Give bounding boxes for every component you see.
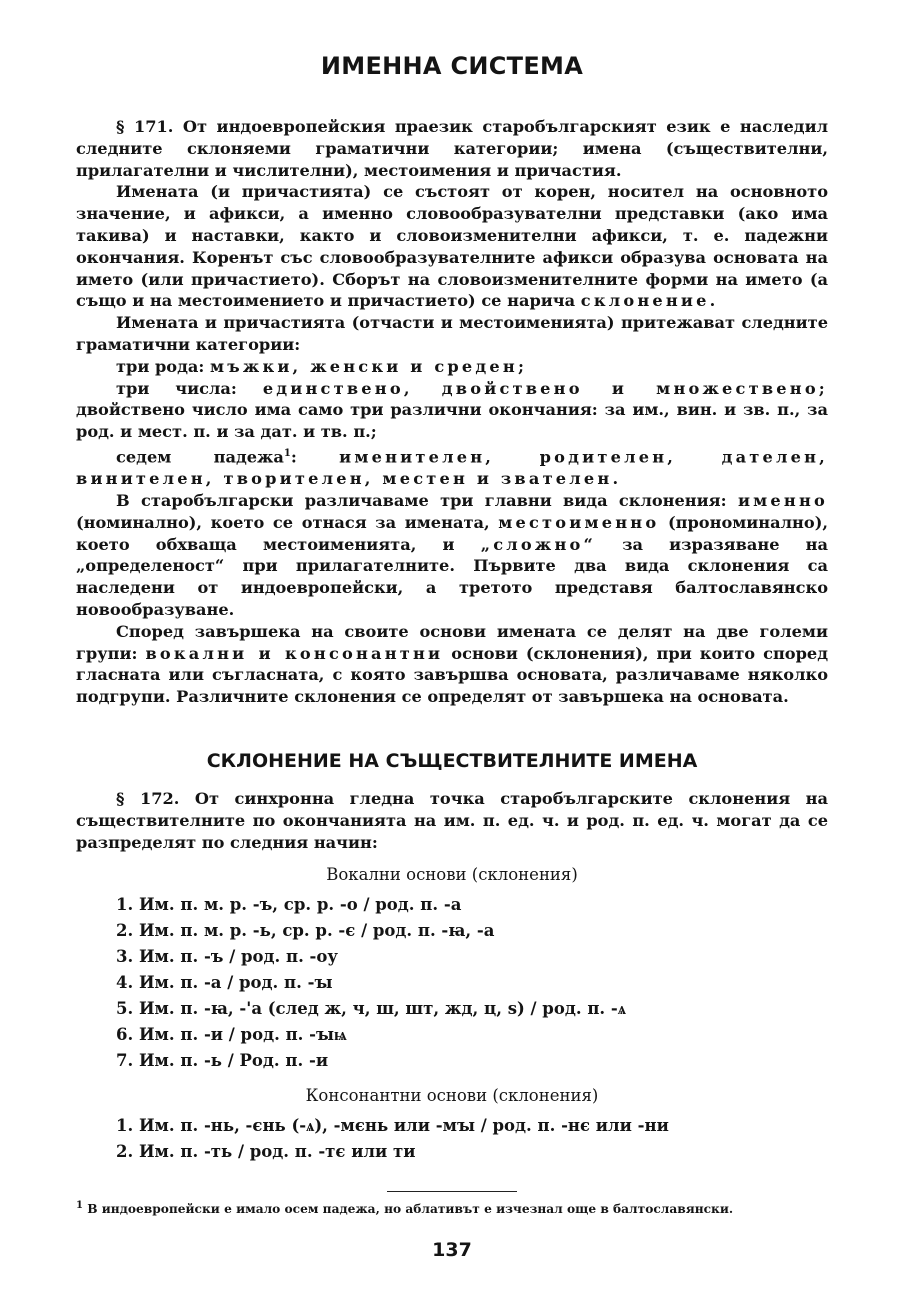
term-list: мъжки, женски и среден;	[210, 356, 528, 376]
label: три рода:	[116, 356, 205, 376]
colon: :	[290, 447, 297, 467]
paragraph-171-categories: Имената и причастията (отчасти и местоименията) притежават следните граматични категории:	[76, 313, 828, 354]
footnote	[76, 1198, 828, 1217]
paragraph-171-types	[76, 490, 828, 621]
text: за изразяване на „определеност“ при прилагателните. Първите два вида склонения са наследени от индоевропейски, а третото представя балтославянско новообразуване.	[76, 534, 829, 619]
footnote-text: В индоевропейски е имало осем падежа, но аблативът е изчезнал още в балтославянски.	[87, 1202, 734, 1217]
list-item: 6. Им. п. -и / род. п. -ꙑѩ	[116, 1025, 347, 1045]
text: Според завършека на своите основи имената се делят на две големи групи:	[76, 621, 828, 663]
term: местоименно	[498, 512, 660, 532]
section-title: ИМЕННА СИСТЕМА	[320, 52, 584, 80]
text: Имената (и причастията) се състоят от корен, носител на основното значение, и афикси, а именно словообразувателни представки (ако има такива) и наставки, както и словоизменителни афикси, т. е. падежни окончания. Коренът със словообразувателните афикси образува основата на името (или причастието). Сборът на словоизменителните форми на името (а също и на местоимението и причастието) се нарича	[76, 182, 828, 311]
footnote-mark: 1	[76, 1200, 83, 1212]
list-item: 2. Им. п. -ть / род. п. -тє или ти	[116, 1142, 416, 1162]
page-number: 137	[432, 1239, 472, 1262]
category-padezh	[76, 443, 828, 490]
list-item: 4. Им. п. -а / род. п. -ꙑ	[116, 973, 333, 993]
label: седем падежа	[116, 447, 284, 467]
category-chislo	[76, 378, 828, 443]
consonant-stems-heading: Консонантни основи (склонения)	[305, 1086, 599, 1106]
consonant-stems-list	[116, 1113, 828, 1165]
list-item: 2. Им. п. м. р. -ь, ср. р. -є / род. п. -ꙗ, -а	[116, 921, 495, 941]
text: В старобългарски различаваме три главни вида склонения:	[116, 490, 727, 510]
list-item: 5. Им. п. -ꙗ, -'а (след ж, ч, ш, шт, жд, ц, ѕ) / род. п. -ѧ	[116, 999, 626, 1019]
list-item: 7. Им. п. -ь / Род. п. -и	[116, 1051, 329, 1071]
text: основи (склонения), при които според гласната или съгласната, с която завършва основата, различаваме няколко подгрупи. Различните склонения се определят от завършека на основата.	[76, 643, 829, 707]
vocal-stems-list	[116, 892, 828, 1074]
paragraph-171-intro: § 171. От индоевропейския праезик старобългарският език е наследил следните склоняеми граматични категории; имена (съществителни, прилагателни и числителни), местоимения и причастия.	[76, 117, 828, 180]
category-rod	[76, 356, 828, 378]
text: (номинално), което се отнася за имената,	[76, 512, 490, 532]
label: три числа:	[116, 378, 237, 398]
paragraph-171-roots	[76, 181, 828, 312]
text: (прономинално), което обхваща местоименията, и	[76, 512, 828, 554]
subsection-title: СКЛОНЕНИЕ НА СЪЩЕСТВИТЕЛНИТЕ ИМЕНА	[206, 749, 698, 772]
term: именно	[737, 490, 828, 510]
vocal-stems-heading: Вокални основи (склонения)	[326, 865, 578, 885]
term: „сложно“	[480, 534, 596, 554]
list-item: 1. Им. п. м. р. -ъ, ср. р. -о / род. п. -а	[116, 895, 462, 915]
page	[76, 52, 828, 1261]
footnote-ref: 1	[283, 447, 291, 459]
text: двойствено число има само три различни окончания: за им., вин. и зв. п., за род. и мест. п. и за дат. и тв. п.;	[76, 400, 828, 442]
term-sklonenie: склонение.	[580, 291, 719, 311]
list-item: 1. Им. п. -нь, -єнь (-ѧ), -мєнь или -мꙑ / род. п. -нє или -ни	[116, 1116, 669, 1136]
paragraph-171-groups	[76, 621, 828, 708]
term-list: единствено, двойствено и множествено;	[262, 378, 828, 398]
paragraph-172-intro: § 172. От синхронна гледна точка старобългарските склонения на съществителните по окончанията на им. п. ед. ч. и род. п. ед. ч. могат да се разпределят по следния начин:	[76, 788, 828, 852]
term: вокални и консонантни	[145, 643, 444, 663]
list-item: 3. Им. п. -ъ / род. п. -оу	[116, 947, 338, 967]
footnote-divider	[387, 1191, 517, 1192]
term-list: именителен, родителен, дателен, винителен, творителен, местен и звателен.	[76, 447, 828, 489]
